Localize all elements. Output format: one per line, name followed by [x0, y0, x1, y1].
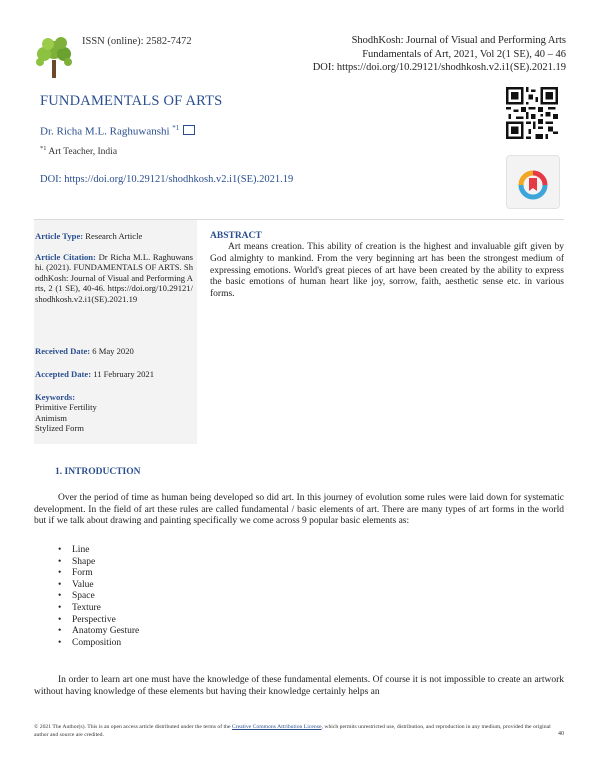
journal-tree-logo [34, 34, 74, 80]
journal-header [313, 34, 566, 75]
page-number: 40 [558, 731, 564, 737]
article-citation [35, 252, 193, 304]
crossmark-icon[interactable] [506, 155, 560, 209]
journal-citation-line: Fundamentals of Art, 2021, Vol 2(1 SE), 40 – 46 [362, 48, 566, 60]
list-item: • Line [58, 545, 139, 557]
journal-doi-line[interactable]: DOI: https://doi.org/10.29121/shodhkosh.v2.i1(SE).2021.19 [312, 62, 566, 73]
list-item: • Space [58, 591, 139, 603]
article-citation-value: Dr Richa M.L. Raghuwanshi. (2021). FUNDAMENTALS OF ARTS. ShodhKosh: Journal of Visual and Performing Arts, 2 (1 SE), 40-46. https://doi.org/10.29121/shodhkosh.v2.i1(SE).2021.19 [35, 252, 193, 304]
license-text-2: , which permits unrestricted use, distribution, and reproduction in any medium, provided the original author and source are credited. [34, 724, 551, 739]
keyword-item: Stylized Form [35, 423, 84, 434]
email-icon[interactable] [183, 125, 195, 135]
intro-paragraph-2: In order to learn art one must have the knowledge of these fundamental elements. Of course it is not impossible to create an artwork without having knowledge of these elements but having their knowledge certainly helps an [34, 675, 564, 697]
license-link[interactable]: Creative Commons Attribution License [231, 724, 322, 730]
article-citation-label: Article Citation: [35, 252, 96, 262]
list-item: • Shape [58, 557, 139, 569]
qr-code-icon [506, 87, 558, 139]
elements-list [58, 545, 139, 649]
list-item: • Anatomy Gesture [58, 626, 139, 638]
intro-paragraph-1: Over the period of time as human being developed so did art. In this journey of evolution some rules were laid down for systematic development. In the field of art these rules are called fundamental / basic elements of art. There are many types of art forms in the world but if we talk about drawing and painting specifically we come across 9 popular basic elements as: [34, 493, 564, 527]
accepted-date-label: Accepted Date: [35, 369, 92, 379]
list-item: • Texture [58, 603, 139, 615]
section-heading-introduction: 1. INTRODUCTION [55, 467, 141, 477]
keywords [35, 392, 193, 434]
affiliation-text: Art Teacher, India [48, 147, 118, 158]
license-text-1: © 2021 The Author(s). This is an open access article distributed under the terms of the [34, 724, 231, 730]
affiliation-superscript: *1 [40, 145, 47, 152]
article-doi-link[interactable]: DOI: https://doi.org/10.29121/shodhkosh.v2.i1(SE).2021.19 [40, 174, 294, 185]
list-item: • Value [58, 580, 139, 592]
article-type [35, 231, 193, 241]
received-date-label: Received Date: [35, 346, 91, 356]
abstract-heading: ABSTRACT [210, 231, 262, 241]
received-date-value: 6 May 2020 [92, 346, 134, 356]
license-footer [34, 723, 564, 740]
keywords-label: Keywords: [35, 392, 76, 402]
issn: ISSN (online): 2582-7472 [82, 36, 192, 47]
list-item: • Perspective [58, 615, 139, 627]
author-superscript: *1 [172, 124, 180, 132]
received-date [35, 346, 193, 356]
keyword-item: Primitive Fertility [35, 402, 97, 413]
accepted-date-value: 11 February 2021 [93, 369, 155, 379]
affiliation [40, 145, 117, 157]
article-type-label: Article Type: [35, 231, 84, 241]
list-item: • Form [58, 568, 139, 580]
journal-name: ShodhKosh: Journal of Visual and Performing Arts [351, 35, 566, 46]
article-title: FUNDAMENTALS OF ARTS [40, 93, 223, 109]
author-name: Dr. Richa M.L. Raghuwanshi [40, 125, 170, 138]
article-type-value: Research Article [85, 231, 143, 241]
keyword-item: Animism [35, 412, 67, 423]
list-item: • Composition [58, 638, 139, 650]
author-line [40, 124, 195, 138]
abstract-text: Art means creation. This ability of creation is the highest and invaluable gift given by God almighty to mankind. From the very beginning art has been the strongest medium of expressing emotions. World's great pieces of art have been created by the ability to express the basic emotions of human heart like joy, sorrow, faith, aesthetic sense etc. in various forms. [210, 242, 564, 300]
accepted-date [35, 369, 193, 379]
